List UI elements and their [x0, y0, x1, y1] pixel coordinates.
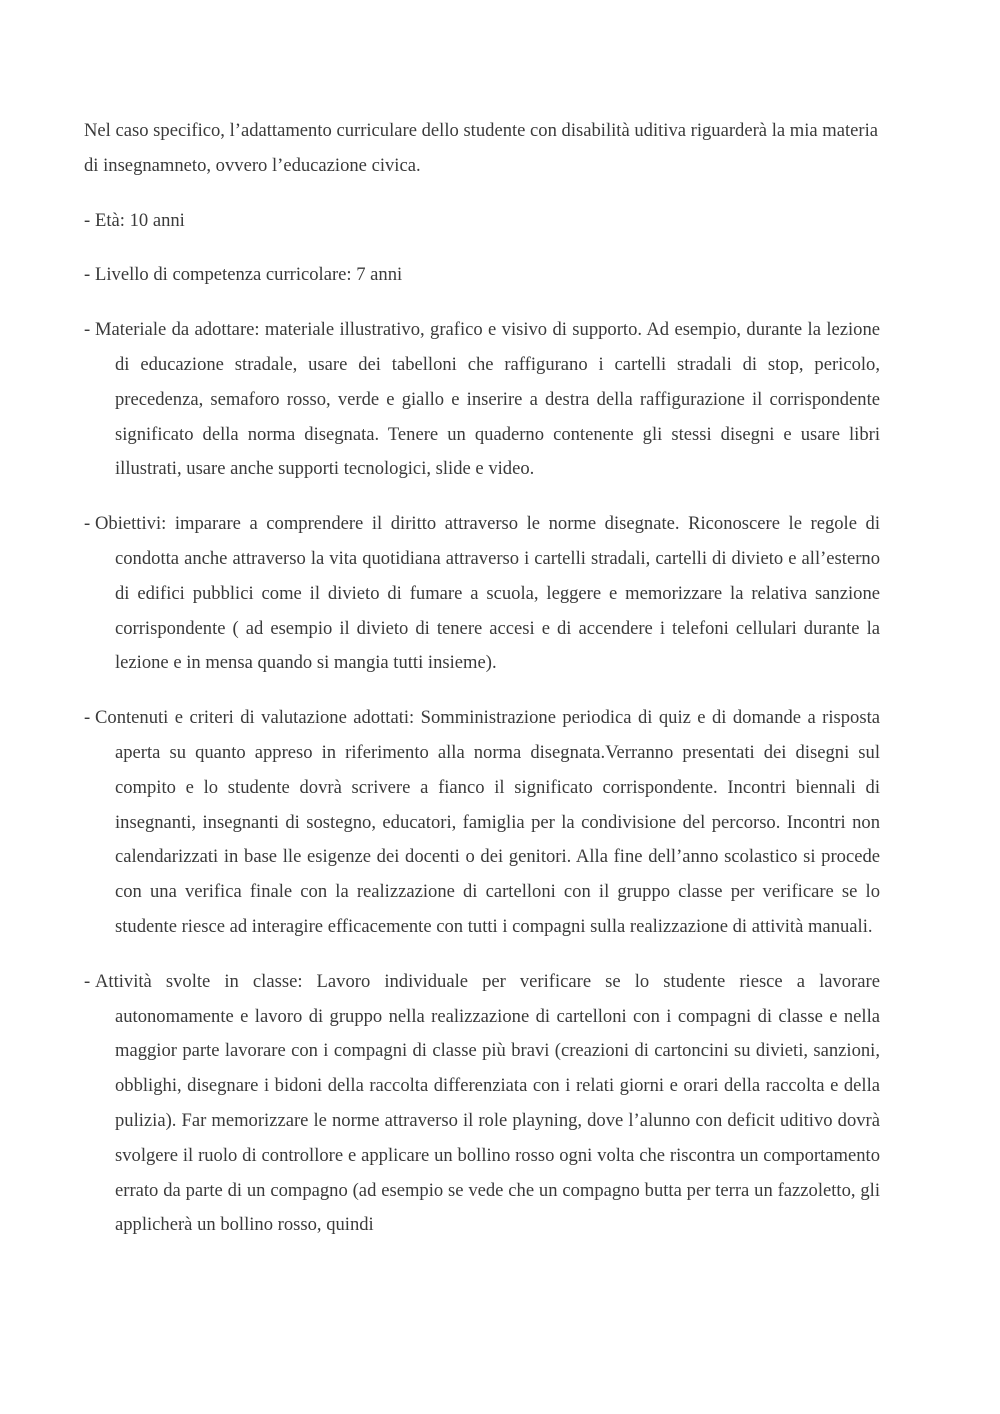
list-item-eta — [84, 204, 880, 239]
list-item-attivita — [84, 965, 880, 1243]
list-item-text: Età: 10 anni — [95, 209, 185, 231]
list-item-text: Livello di competenza curricolare: 7 anni — [95, 264, 403, 286]
list-item-text: Contenuti e criteri di valutazione adottati: Somministrazione periodica di quiz e di domande a risposta aperta su quanto appreso in riferimento alla norma disegnata.Verranno presentati dei disegni sul compito e lo studente dovrà scrivere a fianco il significato corrispondente. Incontri biennali di insegnanti, insegnanti di sostegno, educatori, famiglia per la condivisione del percorso. Incontri non calendarizzati in base lle esigenze dei docenti o dei genitori. Alla fine dell’anno scolastico si procede con una verifica finale con la realizzazione di cartelloni con il gruppo classe per verificare se lo studente riesce ad interagire efficacemente con tutti i compagni sulla realizzazione di attività manuali. — [95, 707, 880, 937]
intro-paragraph: Nel caso specifico, l’adattamento curriculare dello studente con disabilità uditiva riguarderà la mia materia di insegnamneto, ovvero l’educazione civica. — [84, 120, 879, 176]
list-item-contenuti-criteri — [84, 701, 880, 945]
document-page — [84, 114, 880, 1263]
list-item-text: Materiale da adottare: materiale illustrativo, grafico e visivo di supporto. Ad esempio, durante la lezione di educazione stradale, usare dei tabelloni che raffigurano i cartelli stradali di stop, pericolo, precedenza, semaforo rosso, verde e giallo e inserire a destra della raffigurazione il corrispondente significato della norma disegnata. Tenere un quaderno contenente gli stessi disegni e usare libri illustrati, usare anche supporti tecnologici, slide e video. — [95, 319, 880, 480]
bullet-marker: - — [84, 970, 91, 992]
bullet-marker: - — [84, 319, 91, 341]
list-item-obiettivi — [84, 507, 880, 681]
bullet-marker: - — [84, 707, 91, 729]
bullet-marker: - — [84, 209, 91, 231]
list-item-livello-competenza — [84, 258, 880, 293]
list-item-text: Obiettivi: imparare a comprendere il diritto attraverso le norme disegnate. Riconoscere le regole di condotta anche attraverso la vita quotidiana attraverso i cartelli stradali, cartelli di divieto e all’esterno di edifici pubblici come il divieto di fumare a scuola, leggere e memorizzare la relativa sanzione corrispondente ( ad esempio il divieto di tenere accesi e di accendere i telefoni cellulari durante la lezione e in mensa quando si mangia tutti insieme). — [95, 513, 880, 674]
list-item-text: Attività svolte in classe: Lavoro individuale per verificare se lo studente riesce a lavorare autonomamente e lavoro di gruppo nella realizzazione di cartelloni con i compagni di classe e nella maggior parte lavorare con i compagni di classe più bravi (creazioni di cartoncini su divieti, sanzioni, obblighi, disegnare i bidoni della raccolta differenziata con i relati giorni e orari della raccolta e della pulizia). Far memorizzare le norme attraverso il role playning, dove l’alunno con deficit uditivo dovrà svolgere il ruolo di controllore e applicare un bollino rosso ogni volta che riscontra un comportamento errato da parte di un compagno (ad esempio se vede che un compagno butta per terra un fazzoletto, gli applicherà un bollino rosso, quindi — [95, 970, 880, 1236]
bullet-marker: - — [84, 513, 91, 535]
list-item-materiale — [84, 313, 880, 487]
bullet-marker: - — [84, 264, 91, 286]
